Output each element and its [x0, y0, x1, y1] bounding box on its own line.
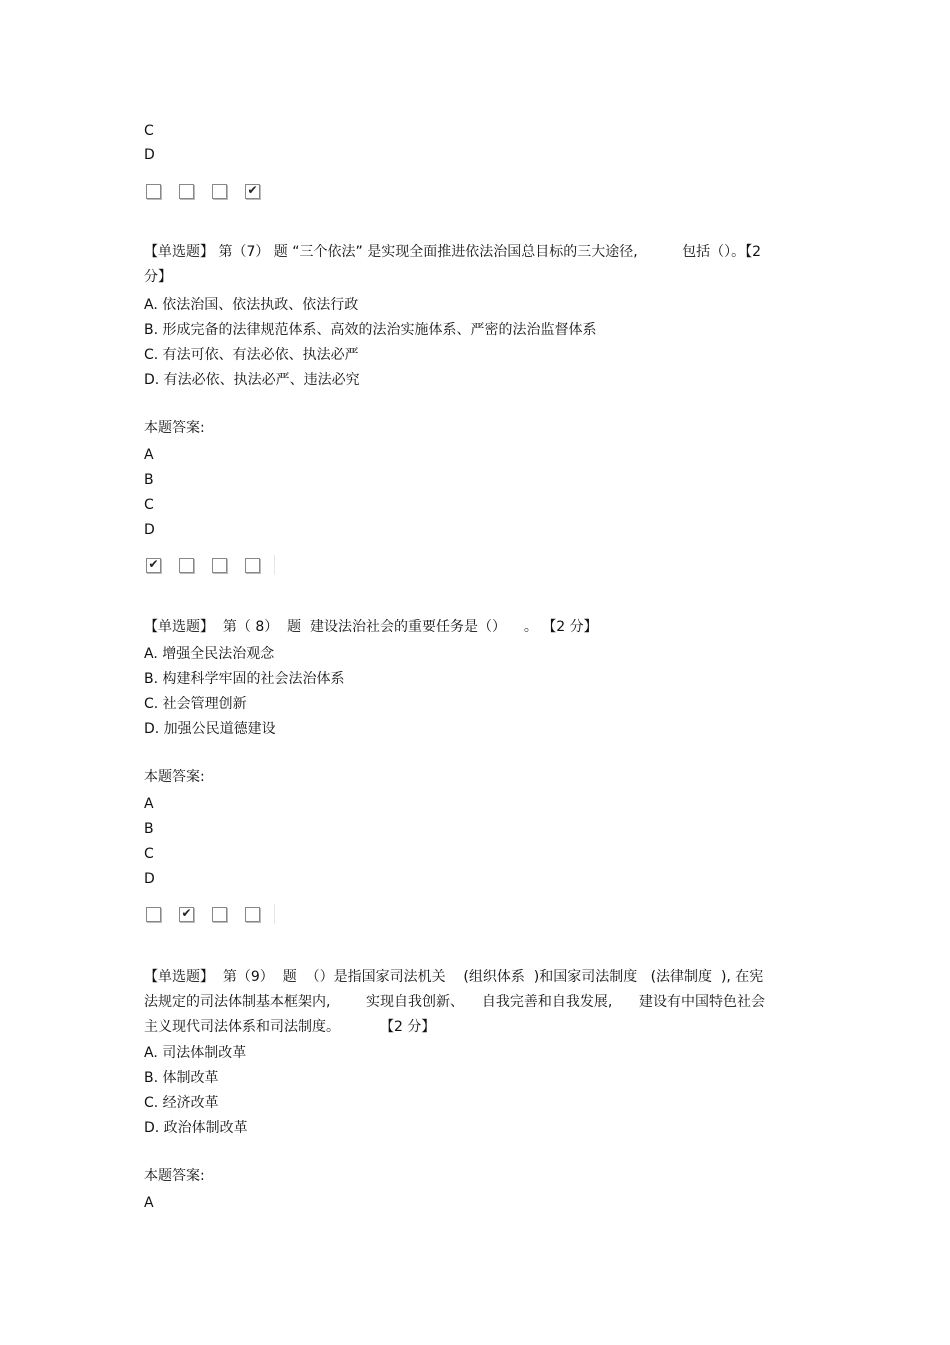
checkbox-c[interactable]	[212, 184, 227, 199]
answer-label: 本题答案:	[144, 769, 205, 785]
answer-letter-c: C	[144, 846, 154, 862]
answer-letter-c: C	[144, 497, 154, 513]
checkbox-b[interactable]	[179, 184, 194, 199]
answer-letter-d: D	[144, 871, 155, 887]
answer-label: 本题答案:	[144, 420, 205, 436]
option-c: C. 社会管理创新	[144, 696, 247, 712]
answer-letter-a: A	[144, 447, 154, 463]
answer-letter-c: C	[144, 123, 154, 139]
question-7-heading	[144, 240, 814, 290]
divider	[274, 555, 275, 575]
checkbox-c[interactable]	[212, 907, 227, 922]
question-9-heading	[144, 965, 814, 1040]
checkbox-a[interactable]	[146, 184, 161, 199]
answer-checkboxes	[146, 905, 275, 923]
question-text: 主义现代司法体系和司法制度。 【2 分】	[144, 1019, 436, 1035]
answer-letter-d: D	[144, 147, 155, 163]
checkbox-c[interactable]	[212, 558, 227, 573]
question-text: 【单选题】 第（7） 题 “三个依法” 是实现全面推进依法治国总目标的三大途径, 包括（）。【2	[144, 244, 762, 260]
divider	[274, 904, 275, 924]
option-d: D. 加强公民道德建设	[144, 721, 276, 737]
option-b: B. 构建科学牢固的社会法治体系	[144, 671, 345, 687]
question-text: 【单选题】 第（9） 题 （）是指国家司法机关 (组织体系 )和国家司法制度 (法律制度 ), 在宪	[144, 969, 764, 985]
option-a: A. 依法治国、依法执政、依法行政	[144, 297, 359, 313]
question-text: 【单选题】 第（ 8） 题 建设法治社会的重要任务是（） 。 【2 分】	[144, 619, 598, 635]
checkbox-b-checked[interactable]: ✔	[179, 907, 194, 922]
answer-letter-b: B	[144, 472, 154, 488]
answer-checkboxes	[146, 182, 278, 200]
option-a: A. 增强全民法治观念	[144, 646, 275, 662]
option-c: C. 经济改革	[144, 1095, 219, 1111]
checkbox-a-checked[interactable]: ✔	[146, 558, 161, 573]
option-d: D. 政治体制改革	[144, 1120, 248, 1136]
option-a: A. 司法体制改革	[144, 1045, 247, 1061]
checkbox-d[interactable]	[245, 558, 260, 573]
question-8-heading	[144, 615, 814, 640]
option-d: D. 有法必依、执法必严、违法必究	[144, 372, 360, 388]
answer-label: 本题答案:	[144, 1168, 205, 1184]
answer-letter-a: A	[144, 1195, 154, 1211]
option-b: B. 体制改革	[144, 1070, 219, 1086]
checkbox-a[interactable]	[146, 907, 161, 922]
option-c: C. 有法可依、有法必依、执法必严	[144, 347, 359, 363]
question-text: 分】	[144, 269, 172, 285]
answer-checkboxes	[146, 556, 275, 574]
answer-letter-b: B	[144, 821, 154, 837]
checkbox-d[interactable]	[245, 907, 260, 922]
checkbox-b[interactable]	[179, 558, 194, 573]
answer-letter-d: D	[144, 522, 155, 538]
checkbox-d-checked[interactable]: ✔	[245, 184, 260, 199]
option-b: B. 形成完备的法律规范体系、高效的法治实施体系、严密的法治监督体系	[144, 322, 597, 338]
answer-letter-a: A	[144, 796, 154, 812]
question-text: 法规定的司法体制基本框架内, 实现自我创新、 自我完善和自我发展, 建设有中国特色社会	[144, 994, 766, 1010]
